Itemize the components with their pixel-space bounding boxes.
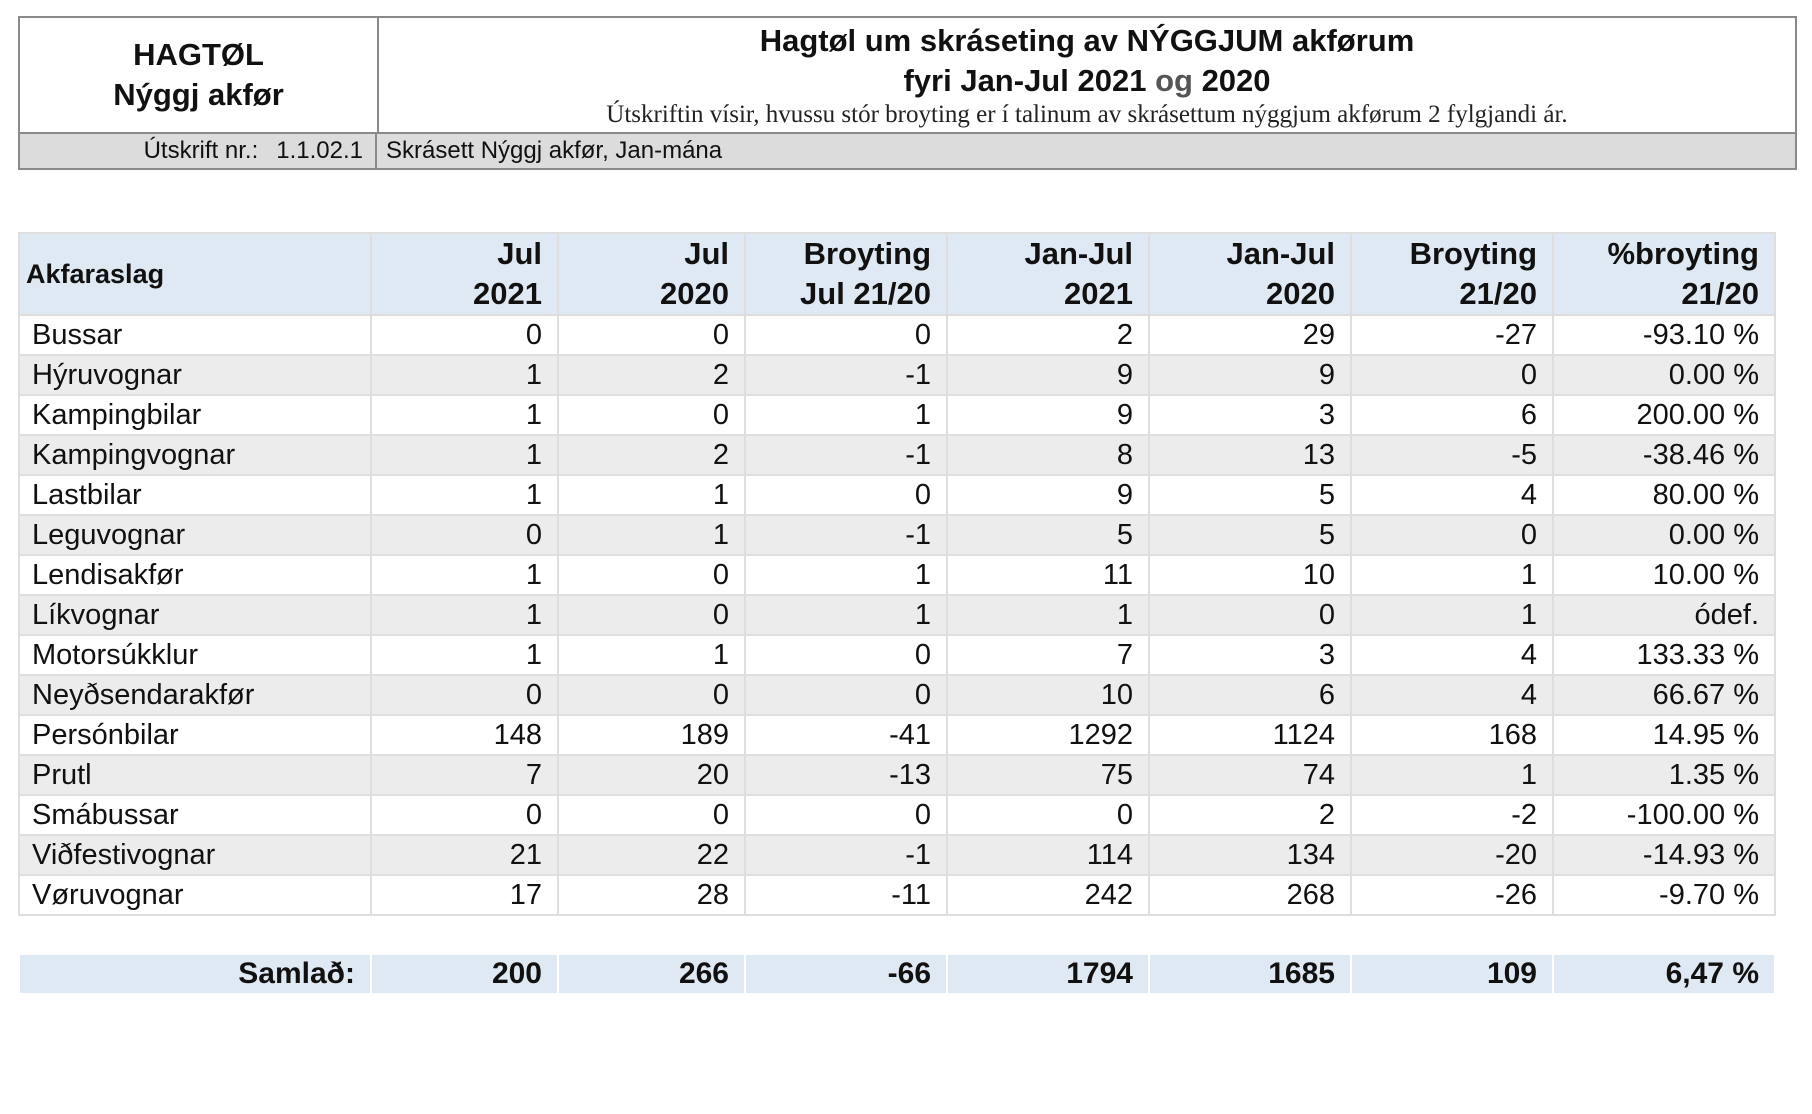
change-jul-cell: 1 [745, 595, 947, 635]
column-header-label: Jul [684, 236, 729, 271]
column-header-label: Akfaraslag [26, 259, 165, 289]
jan-jul-2020-cell: 6 [1149, 675, 1351, 715]
jan-jul-2021-cell: 9 [947, 395, 1149, 435]
change-jul-cell: 0 [745, 315, 947, 355]
jul-2020-cell: 28 [558, 875, 745, 915]
jan-jul-2020-cell: 9 [1149, 355, 1351, 395]
jan-jul-2020-cell: 134 [1149, 835, 1351, 875]
total-jan-jul-2021: 1794 [947, 954, 1149, 994]
percent-change-cell: 14.95 % [1553, 715, 1775, 755]
jan-jul-2021-cell: 8 [947, 435, 1149, 475]
total-table [18, 953, 1776, 995]
vehicle-type-cell: Líkvognar [19, 595, 371, 635]
column-header-sublabel: 2020 [1266, 276, 1335, 311]
jan-jul-2020-cell: 0 [1149, 595, 1351, 635]
jul-2021-cell: 1 [371, 635, 558, 675]
column-header-sublabel: 21/20 [1459, 276, 1537, 311]
total-row [19, 954, 1775, 994]
column-header-sublabel: 2021 [1064, 276, 1133, 311]
jul-2021-cell: 0 [371, 795, 558, 835]
table-row [19, 475, 1775, 515]
table-row [19, 755, 1775, 795]
jul-2021-cell: 0 [371, 515, 558, 555]
table-header-row [19, 233, 1775, 315]
table-row [19, 675, 1775, 715]
jul-2020-cell: 2 [558, 435, 745, 475]
vehicle-type-cell: Motorsúkklur [19, 635, 371, 675]
jan-jul-2021-cell: 9 [947, 475, 1149, 515]
jul-2020-cell: 20 [558, 755, 745, 795]
jul-2021-cell: 1 [371, 555, 558, 595]
change-jul-cell: -13 [745, 755, 947, 795]
jul-2021-cell: 7 [371, 755, 558, 795]
vehicle-type-cell: Persónbilar [19, 715, 371, 755]
report-number-cell [20, 134, 377, 168]
vehicle-type-cell: Neyðsendarakfør [19, 675, 371, 715]
percent-change-cell: 133.33 % [1553, 635, 1775, 675]
vehicle-type-cell: Smábussar [19, 795, 371, 835]
column-header-sublabel: 21/20 [1681, 276, 1759, 311]
total-jul-2020: 266 [558, 954, 745, 994]
column-header-label: Broyting [1409, 236, 1537, 271]
table-row [19, 635, 1775, 675]
jan-jul-2021-cell: 9 [947, 355, 1149, 395]
percent-change-cell: 1.35 % [1553, 755, 1775, 795]
column-header-label: %broyting [1607, 236, 1759, 271]
column-header-label: Broyting [803, 236, 931, 271]
table-row [19, 355, 1775, 395]
vehicle-type-cell: Viðfestivognar [19, 835, 371, 875]
jan-jul-2021-cell: 7 [947, 635, 1149, 675]
jul-2021-cell: 1 [371, 435, 558, 475]
table-row [19, 315, 1775, 355]
jan-jul-2021-cell: 114 [947, 835, 1149, 875]
vehicle-type-cell: Hýruvognar [19, 355, 371, 395]
total-jan-jul-2020: 1685 [1149, 954, 1351, 994]
jan-jul-2020-cell: 29 [1149, 315, 1351, 355]
percent-change-cell: -9.70 % [1553, 875, 1775, 915]
jan-jul-2020-cell: 10 [1149, 555, 1351, 595]
jan-jul-2020-cell: 13 [1149, 435, 1351, 475]
change-jul-cell: 0 [745, 795, 947, 835]
report-description: Útskriftin vísir, hvussu stór broyting er í talinum av skrásettum nýggjum akførum 2 fylgjandi ár. [606, 101, 1568, 128]
jul-2020-cell: 22 [558, 835, 745, 875]
percent-change-cell: 10.00 % [1553, 555, 1775, 595]
subtitle-og: og [1155, 63, 1193, 98]
column-header-label: Jan-Jul [1024, 236, 1133, 271]
table-row [19, 555, 1775, 595]
jul-2021-cell: 0 [371, 315, 558, 355]
column-header-jan-jul-2020 [1149, 233, 1351, 315]
table-row [19, 835, 1775, 875]
jan-jul-2020-cell: 2 [1149, 795, 1351, 835]
column-header-label: Jul [497, 236, 542, 271]
change-jul-cell: -1 [745, 835, 947, 875]
percent-change-cell: 0.00 % [1553, 515, 1775, 555]
column-header-sublabel: 2020 [660, 276, 729, 311]
vehicle-stats-table [18, 232, 1776, 916]
change-cell: -5 [1351, 435, 1553, 475]
percent-change-cell: ódef. [1553, 595, 1775, 635]
change-cell: 168 [1351, 715, 1553, 755]
percent-change-cell: -100.00 % [1553, 795, 1775, 835]
change-jul-cell: -41 [745, 715, 947, 755]
jan-jul-2021-cell: 1 [947, 595, 1149, 635]
vehicle-type-cell: Lastbilar [19, 475, 371, 515]
jan-jul-2021-cell: 11 [947, 555, 1149, 595]
report-desc: Skrásett Nýggj akfør, Jan-mána [386, 137, 723, 164]
column-header-percent-change [1553, 233, 1775, 315]
change-cell: 1 [1351, 595, 1553, 635]
jan-jul-2020-cell: 5 [1149, 475, 1351, 515]
change-cell: 4 [1351, 635, 1553, 675]
brand-line-1: HAGTØL [133, 37, 264, 72]
jul-2020-cell: 0 [558, 795, 745, 835]
jul-2020-cell: 0 [558, 675, 745, 715]
jul-2020-cell: 189 [558, 715, 745, 755]
subtitle-period: fyri Jan-Jul 2021 [903, 63, 1147, 98]
column-header-vehicle-type [19, 233, 371, 315]
jan-jul-2021-cell: 1292 [947, 715, 1149, 755]
jul-2020-cell: 0 [558, 555, 745, 595]
change-cell: 1 [1351, 555, 1553, 595]
jul-2020-cell: 0 [558, 395, 745, 435]
jul-2021-cell: 1 [371, 395, 558, 435]
report-number-label: Útskrift nr.: [143, 137, 259, 164]
jan-jul-2021-cell: 242 [947, 875, 1149, 915]
change-jul-cell: -1 [745, 355, 947, 395]
table-row [19, 595, 1775, 635]
subtitle-year: 2020 [1201, 63, 1271, 98]
report-header [18, 16, 1797, 170]
jul-2021-cell: 1 [371, 475, 558, 515]
change-cell: -27 [1351, 315, 1553, 355]
table-row [19, 875, 1775, 915]
total-label: Samlað: [19, 954, 371, 994]
change-cell: 0 [1351, 515, 1553, 555]
jan-jul-2020-cell: 3 [1149, 395, 1351, 435]
vehicle-type-cell: Vøruvognar [19, 875, 371, 915]
column-header-sublabel: Jul 21/20 [800, 276, 931, 311]
percent-change-cell: -93.10 % [1553, 315, 1775, 355]
total-jul-2021: 200 [371, 954, 558, 994]
jul-2021-cell: 1 [371, 355, 558, 395]
jan-jul-2021-cell: 10 [947, 675, 1149, 715]
change-cell: 4 [1351, 675, 1553, 715]
jan-jul-2021-cell: 0 [947, 795, 1149, 835]
change-cell: -20 [1351, 835, 1553, 875]
change-cell: 4 [1351, 475, 1553, 515]
vehicle-type-cell: Leguvognar [19, 515, 371, 555]
jan-jul-2020-cell: 74 [1149, 755, 1351, 795]
jan-jul-2020-cell: 268 [1149, 875, 1351, 915]
change-cell: 1 [1351, 755, 1553, 795]
report-subtitle [379, 61, 1795, 101]
change-cell: 6 [1351, 395, 1553, 435]
jul-2020-cell: 1 [558, 475, 745, 515]
change-jul-cell: -11 [745, 875, 947, 915]
change-cell: -2 [1351, 795, 1553, 835]
jan-jul-2021-cell: 5 [947, 515, 1149, 555]
change-jul-cell: 0 [745, 475, 947, 515]
percent-change-cell: 80.00 % [1553, 475, 1775, 515]
vehicle-type-cell: Kampingvognar [19, 435, 371, 475]
table-row [19, 795, 1775, 835]
jul-2020-cell: 0 [558, 595, 745, 635]
column-header-jul-2021 [371, 233, 558, 315]
percent-change-cell: -14.93 % [1553, 835, 1775, 875]
jul-2020-cell: 2 [558, 355, 745, 395]
jul-2020-cell: 0 [558, 315, 745, 355]
report-brand [20, 18, 379, 132]
vehicle-type-cell: Lendisakfør [19, 555, 371, 595]
report-number: 1.1.02.1 [276, 137, 363, 164]
jul-2021-cell: 21 [371, 835, 558, 875]
percent-change-cell: 0.00 % [1553, 355, 1775, 395]
table-body [19, 315, 1775, 915]
change-cell: -26 [1351, 875, 1553, 915]
jan-jul-2020-cell: 1124 [1149, 715, 1351, 755]
vehicle-type-cell: Bussar [19, 315, 371, 355]
table-row [19, 715, 1775, 755]
column-header-jan-jul-2021 [947, 233, 1149, 315]
table-row [19, 395, 1775, 435]
jul-2021-cell: 148 [371, 715, 558, 755]
total-change-jul: -66 [745, 954, 947, 994]
change-jul-cell: 1 [745, 395, 947, 435]
change-jul-cell: -1 [745, 435, 947, 475]
change-jul-cell: -1 [745, 515, 947, 555]
jan-jul-2021-cell: 2 [947, 315, 1149, 355]
brand-line-2: Nýggj akfør [113, 77, 284, 112]
table-row [19, 435, 1775, 475]
report-title: Hagtøl um skráseting av NÝGGJUM akførum [759, 23, 1415, 58]
vehicle-type-cell: Kampingbilar [19, 395, 371, 435]
percent-change-cell: -38.46 % [1553, 435, 1775, 475]
table-row [19, 515, 1775, 555]
jul-2021-cell: 17 [371, 875, 558, 915]
jan-jul-2021-cell: 75 [947, 755, 1149, 795]
column-header-jul-2020 [558, 233, 745, 315]
vehicle-type-cell: Prutl [19, 755, 371, 795]
column-header-label: Jan-Jul [1226, 236, 1335, 271]
column-header-sublabel: 2021 [473, 276, 542, 311]
jul-2021-cell: 1 [371, 595, 558, 635]
column-header-change-jul [745, 233, 947, 315]
total-percent-change: 6,47 % [1553, 954, 1775, 994]
jul-2021-cell: 0 [371, 675, 558, 715]
jan-jul-2020-cell: 3 [1149, 635, 1351, 675]
column-header-change [1351, 233, 1553, 315]
report-title-block [379, 18, 1795, 132]
jul-2020-cell: 1 [558, 515, 745, 555]
jul-2020-cell: 1 [558, 635, 745, 675]
total-change: 109 [1351, 954, 1553, 994]
jan-jul-2020-cell: 5 [1149, 515, 1351, 555]
change-jul-cell: 0 [745, 635, 947, 675]
percent-change-cell: 200.00 % [1553, 395, 1775, 435]
change-cell: 0 [1351, 355, 1553, 395]
percent-change-cell: 66.67 % [1553, 675, 1775, 715]
change-jul-cell: 0 [745, 675, 947, 715]
change-jul-cell: 1 [745, 555, 947, 595]
